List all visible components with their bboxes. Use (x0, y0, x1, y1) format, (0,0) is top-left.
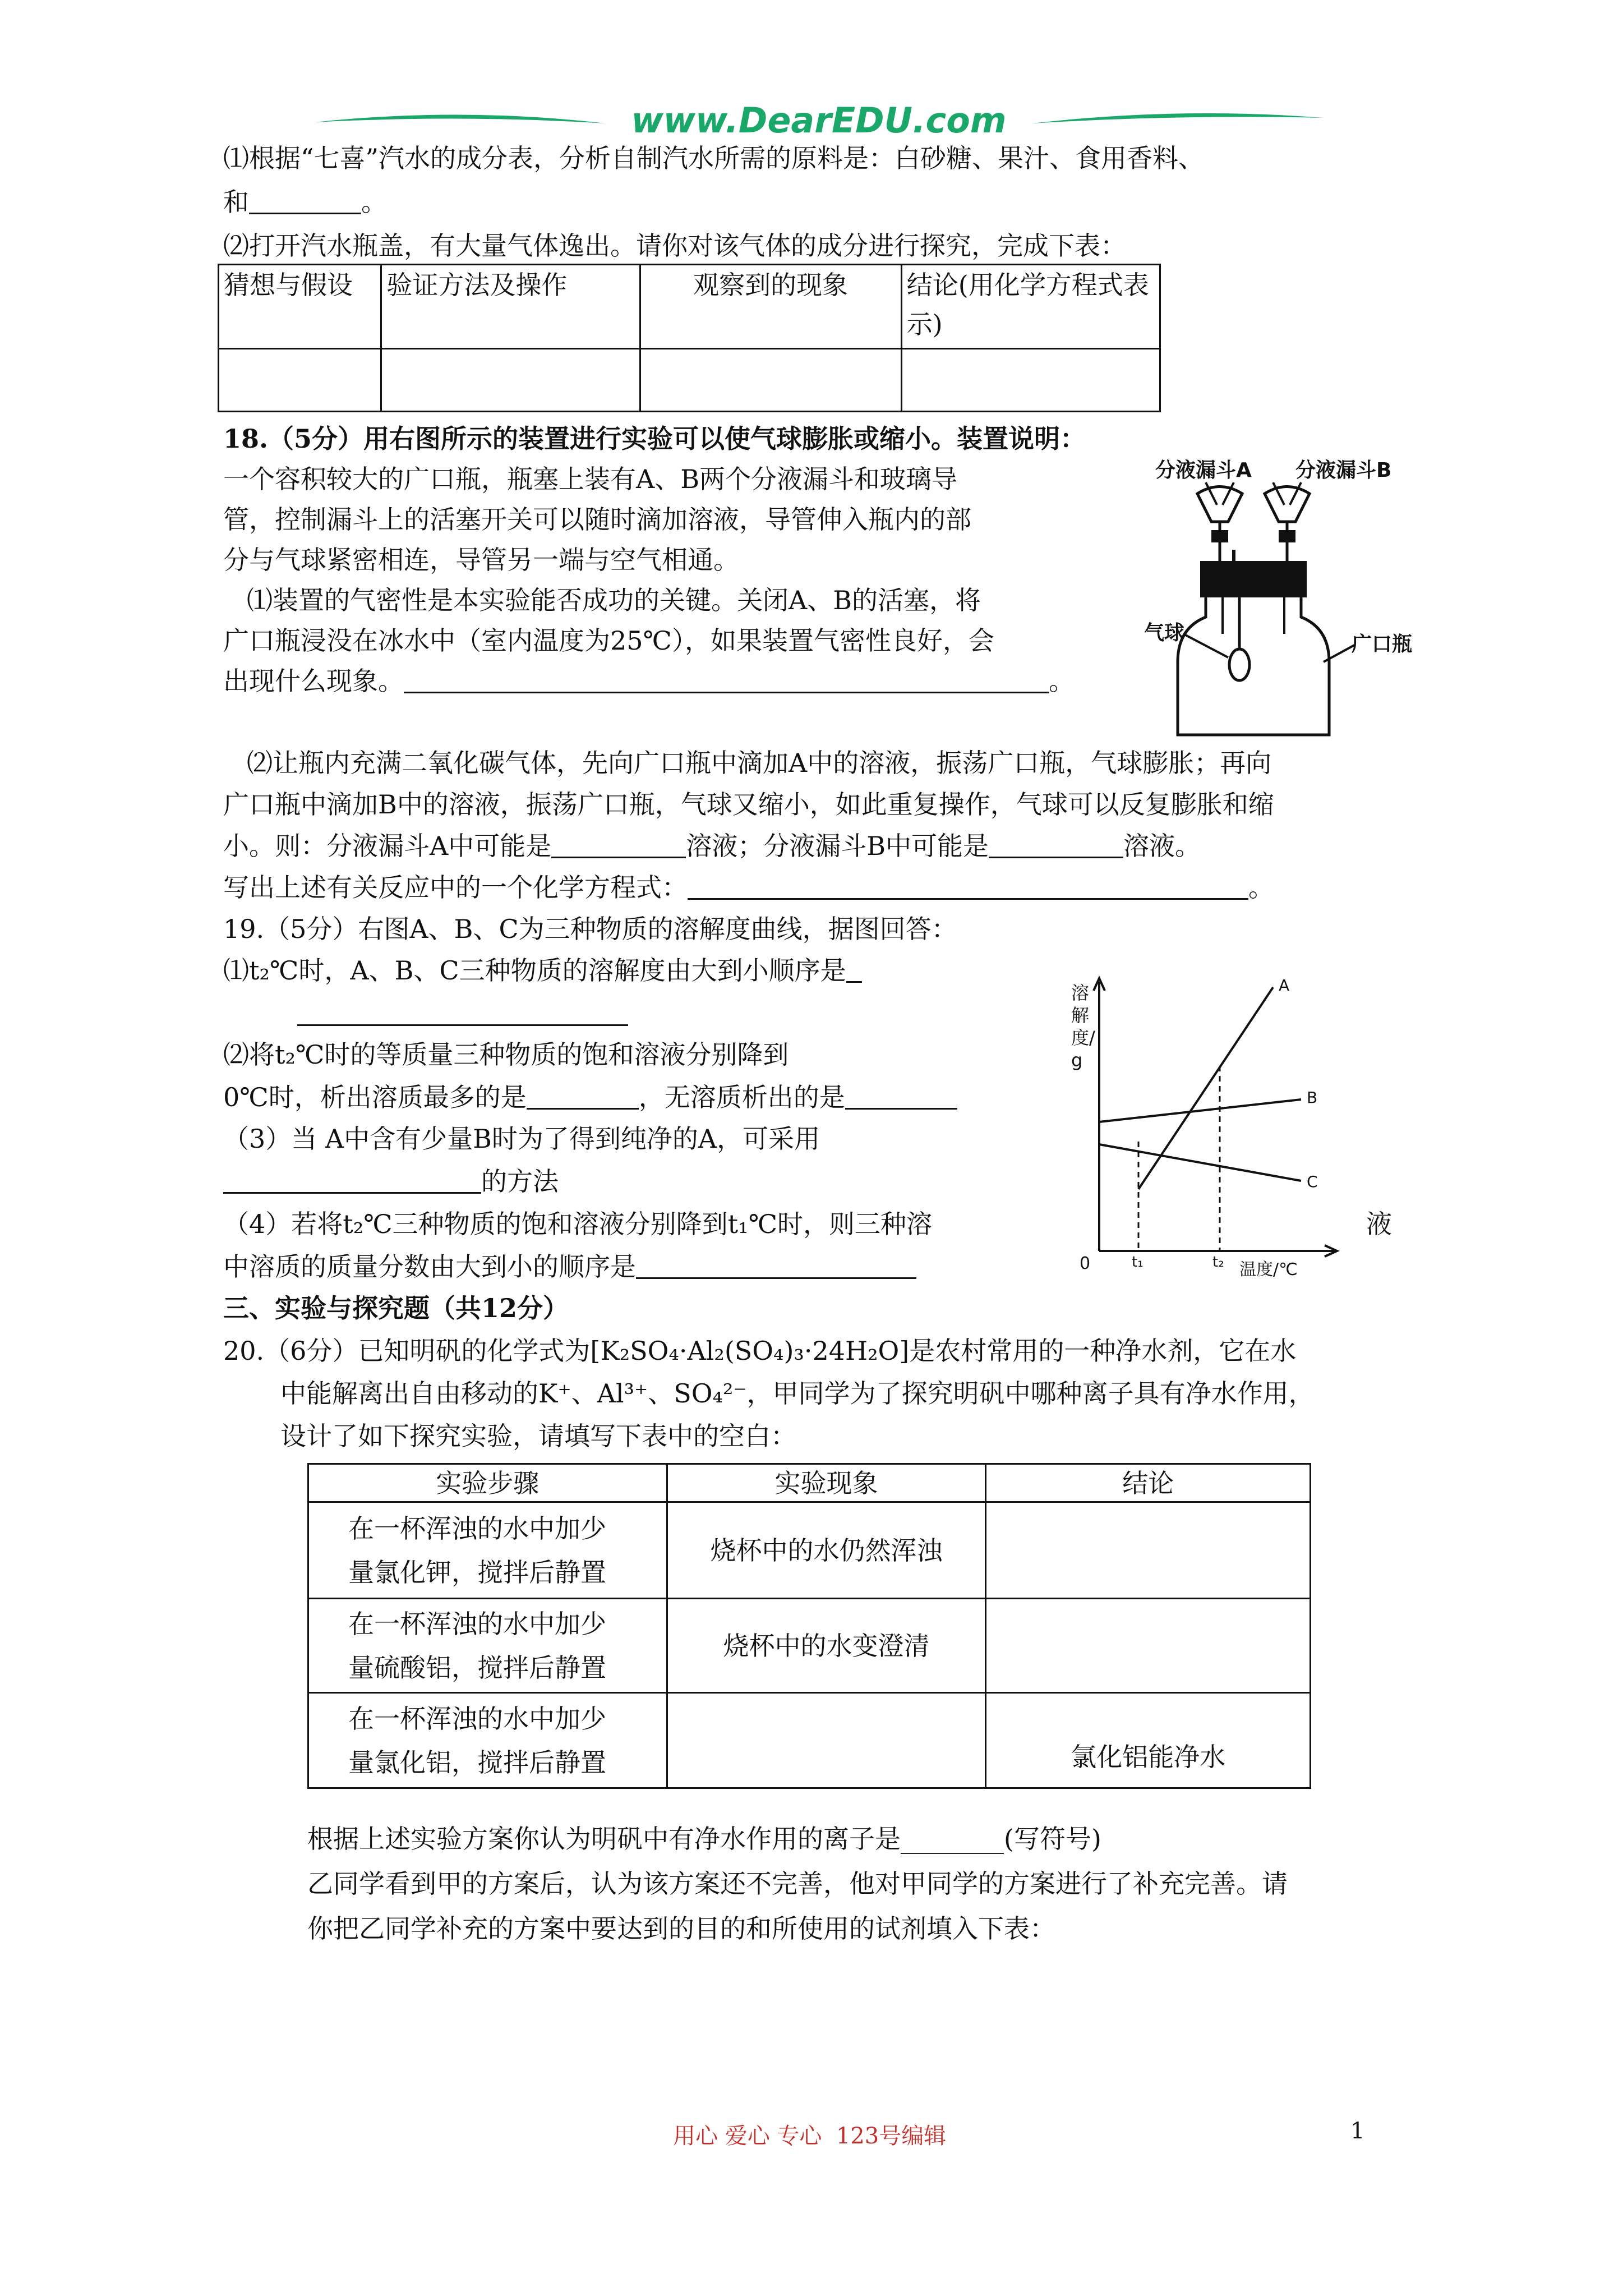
q17-p1b: 和 (223, 187, 249, 217)
q18-figure (1144, 449, 1424, 740)
q20-table (307, 1463, 1311, 1789)
q19-chart (1066, 970, 1357, 1285)
q18-l11: 写出上述有关反应中的一个化学方程式： (223, 872, 688, 903)
chart-xlabel: 温度/℃ (1239, 1260, 1298, 1280)
q20-row2-phenomenon: 烧杯中的水变澄清 (667, 1599, 986, 1693)
q20-row-1 (308, 1502, 1311, 1599)
header-swoosh-left (314, 107, 606, 135)
solubility-chart (1066, 970, 1357, 1285)
q19-l2: ⑴t₂℃时，A、B、C三种物质的溶解度由大到小顺序是 (223, 955, 846, 986)
chart-label-a: A (1279, 976, 1290, 995)
q17-p1c: 。 (361, 187, 387, 217)
q19-blank-4[interactable] (223, 1166, 481, 1194)
q19-blank-0[interactable] (846, 955, 862, 983)
q18-l5: ⑴装置的气密性是本实验能否成功的关键。关闭A、B的活塞，将 (247, 585, 981, 615)
q18-l7-line (223, 664, 1075, 698)
q20-row3-phenomenon[interactable] (667, 1693, 986, 1788)
q20-row2-conclusion[interactable] (986, 1599, 1311, 1693)
q19-l8: 中溶质的质量分数由大到小的顺序是 (223, 1251, 636, 1282)
q18-l2: 一个容积较大的广口瓶，瓶塞上装有A、B两个分液漏斗和玻璃导 (223, 464, 958, 494)
chart-t2: t₂ (1212, 1254, 1224, 1271)
q19-l6-line (223, 1165, 559, 1198)
q19-l5: （3）当 A中含有少量B时为了得到纯净的A，可采用 (223, 1124, 820, 1154)
q17-cell-4[interactable] (901, 349, 1160, 412)
curve-c (1099, 1144, 1301, 1181)
q20-row3-step (308, 1693, 667, 1788)
q20-row-2 (308, 1599, 1311, 1693)
q17-table (218, 264, 1161, 412)
q20-after3: 你把乙同学补充的方案中要达到的目的和所使用的试剂填入下表： (307, 1913, 1055, 1944)
q18-blank-3[interactable] (989, 831, 1123, 858)
q19-l8-line (223, 1250, 916, 1283)
fig-bottle: 广口瓶 (1352, 633, 1413, 656)
header-swoosh-right (1032, 107, 1324, 135)
q18-l7end: 。 (1049, 666, 1075, 696)
chart-origin: 0 (1080, 1254, 1091, 1273)
chart-ylabel: 溶解度/g (1071, 982, 1095, 1071)
footer-text: 用心 爱心 专心 123号编辑 (673, 2123, 947, 2149)
curve-a (1138, 987, 1273, 1189)
q20-row3-step1: 在一杯浑浊的水中加少 (348, 1703, 606, 1734)
q17-header-4: 结论(用化学方程式表示) (901, 265, 1160, 349)
q20-row1-step (308, 1502, 667, 1599)
header-banner (314, 101, 1324, 140)
q18-l10a: 小。则：分液漏斗A中可能是 (223, 831, 552, 861)
q20-row1-step1: 在一杯浑浊的水中加少 (348, 1513, 606, 1544)
chart-label-b: B (1307, 1088, 1318, 1107)
q18-l11end: 。 (1248, 872, 1274, 903)
q20-row2-step2: 量硫酸铝，搅拌后静置 (348, 1652, 606, 1683)
q20-after2: 乙同学看到甲的方案后，认为该方案还不完善，他对甲同学的方案进行了补充完善。请 (307, 1869, 1288, 1899)
q19-l1: 19.（5分）右图A、B、C为三种物质的溶解度曲线，据图回答： (223, 914, 957, 944)
fig-balloon: 气球 (1144, 622, 1185, 645)
q19-l6: 的方法 (481, 1166, 559, 1197)
fig-label-b: 分液漏斗B (1295, 459, 1392, 482)
q18-l7: 出现什么现象。 (223, 666, 404, 696)
q18-l10-line (223, 829, 1201, 863)
q17-p1a: ⑴根据“七喜”汽水的成分表，分析自制汽水所需的原料是：白砂糖、果汁、食用香料、 (223, 143, 1205, 173)
q18-l3: 管，控制漏斗上的活塞开关可以随时滴加溶液，导管伸入瓶内的部 (223, 504, 971, 535)
q20-row-3 (308, 1693, 1311, 1788)
q18-l6: 广口瓶浸没在冰水中（室内温度为25℃），如果装置气密性良好，会 (223, 625, 994, 656)
q20-row1-phenomenon: 烧杯中的水仍然浑浊 (667, 1502, 986, 1599)
q20-row1-step2: 量氯化钾，搅拌后静置 (348, 1557, 606, 1588)
q18-l10c: 溶液。 (1123, 831, 1201, 861)
q17-header-2: 验证方法及操作 (381, 265, 640, 349)
q18-l8: ⑵让瓶内充满二氧化碳气体，先向广口瓶中滴加A中的溶液，振荡广口瓶，气球膨胀；再向 (247, 748, 1272, 778)
q17-cell-2[interactable] (381, 349, 640, 412)
q17-blank-1[interactable] (249, 187, 361, 214)
q19-l4a: 0℃时，析出溶质最多的是 (223, 1082, 527, 1112)
q18-l10b: 溶液；分液漏斗B中可能是 (686, 831, 989, 861)
q19-blank-3[interactable] (845, 1082, 957, 1110)
q17-p2: ⑵打开汽水瓶盖，有大量气体逸出。请你对该气体的成分进行探究，完成下表： (223, 231, 1126, 261)
q17-header-3: 观察到的现象 (640, 265, 901, 349)
q17-cell-3[interactable] (640, 349, 901, 412)
q18-l11-line (223, 871, 1274, 904)
q20-row3-step2: 量氯化铝，搅拌后静置 (348, 1747, 606, 1778)
q19-l3: ⑵将t₂℃时的等质量三种物质的饱和溶液分别降到 (223, 1039, 789, 1070)
q18-l4: 分与气球紧密相连，导管另一端与空气相通。 (223, 545, 739, 575)
header-site[interactable]: www.DearEDU.com (631, 100, 1007, 141)
q17-cell-1[interactable] (219, 349, 381, 412)
q19-l4-line (223, 1080, 957, 1114)
q19-l7end: 液 (1366, 1209, 1392, 1239)
section-3-title: 三、实验与探究题（共12分） (223, 1293, 569, 1323)
apparatus-drawing (1144, 449, 1424, 740)
q20-l1: 20.（6分）已知明矾的化学式为[K₂SO₄·Al₂(SO₄)₃·24H₂O]是农村常用的一种净水剂，它在水 (223, 1336, 1297, 1366)
q20-header-1: 实验步骤 (308, 1464, 667, 1502)
q18-blank-1[interactable] (404, 666, 1049, 693)
page-number: 1 (1350, 2118, 1365, 2144)
q20-row3-conclusion: 氯化铝能净水 (986, 1693, 1311, 1788)
q20-l3: 设计了如下探究实验，请填写下表中的空白： (280, 1421, 796, 1451)
curve-b (1099, 1099, 1301, 1122)
chart-label-c: C (1307, 1172, 1318, 1191)
q20-after1: 根据上述实验方案你认为明矾中有净水作用的离子是________(写符号) (307, 1824, 1101, 1854)
q19-l2-line (223, 954, 862, 987)
q18-blank-2[interactable] (551, 831, 686, 858)
q20-row1-conclusion[interactable] (986, 1502, 1311, 1599)
q19-l4b: ，无溶质析出的是 (638, 1082, 845, 1112)
q17-p1b-line (223, 185, 387, 219)
q19-blank-5[interactable] (636, 1251, 916, 1279)
q19-blank-1[interactable] (297, 999, 628, 1026)
q20-l2: 中能解离出自由移动的K⁺、Al³⁺、SO₄²⁻，甲同学为了探究明矾中哪种离子具有净水作用， (280, 1378, 1315, 1409)
q20-header-2: 实验现象 (667, 1464, 986, 1502)
q18-blank-4[interactable] (688, 872, 1248, 900)
q19-blank-2[interactable] (527, 1082, 639, 1110)
fig-label-a: 分液漏斗A (1155, 459, 1252, 482)
chart-t1: t₁ (1132, 1254, 1144, 1271)
q20-row2-step1: 在一杯浑浊的水中加少 (348, 1608, 606, 1639)
q19-l7: （4）若将t₂℃三种物质的饱和溶液分别降到t₁℃时，则三种溶 (223, 1209, 933, 1239)
q20-header-3: 结论 (986, 1464, 1311, 1502)
q20-row2-step (308, 1599, 667, 1693)
q18-l1: 18.（5分）用右图所示的装置进行实验可以使气球膨胀或缩小。装置说明： (223, 424, 1086, 454)
q18-l9: 广口瓶中滴加B中的溶液，振荡广口瓶，气球又缩小，如此重复操作，气球可以反复膨胀和缩 (223, 789, 1274, 820)
q17-header-1: 猜想与假设 (219, 265, 381, 349)
